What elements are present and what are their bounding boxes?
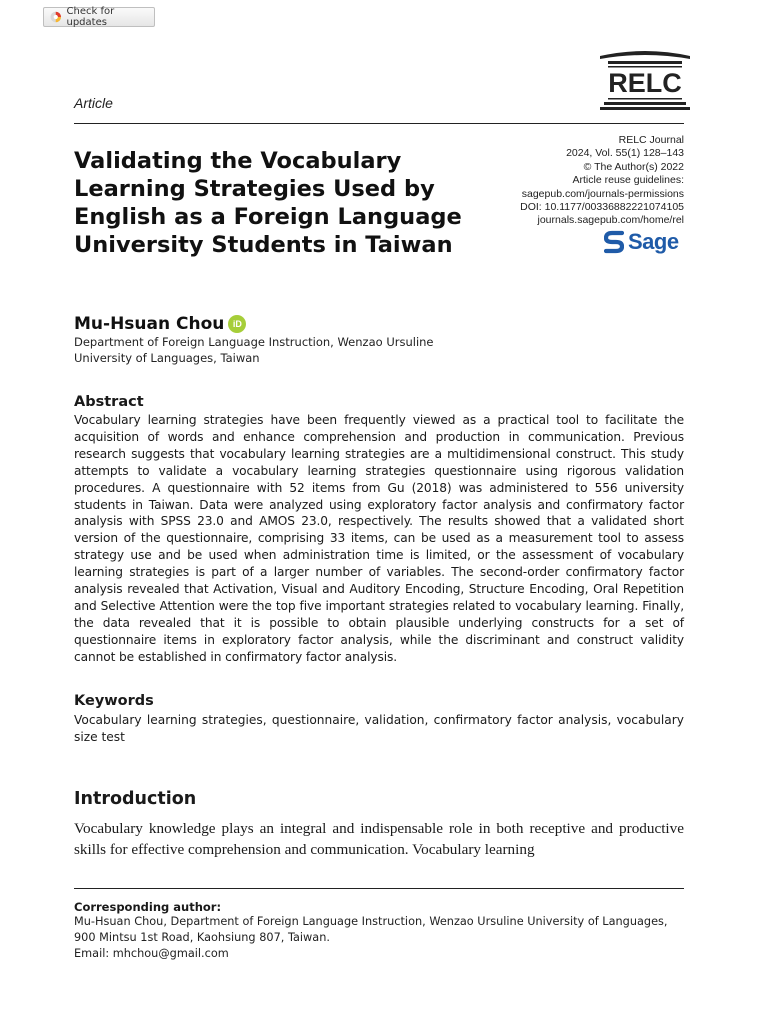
affiliation-line: Department of Foreign Language Instruction, Wenzao Ursuline (74, 335, 434, 349)
header-divider (74, 123, 684, 124)
meta-copyright: © The Author(s) 2022 (583, 160, 684, 173)
abstract-text: Vocabulary learning strategies have been frequently viewed as a practical tool to facilitate the acquisition of words and enhance comprehension and production in communication. Previous research suggests that vocabulary learning strategies are a multidimensional construct. This study attempts to validate a vocabulary learning strategies questionnaire using rigorous validation procedures. A questionnaire with 52 items from Gu (2018) was administered to 556 university students in Taiwan. Data were analyzed using exploratory factor analysis and confirmatory factor analysis with SPSS 23.0 and AMOS 23.0, respectively. The results showed that a validated short version of the questionnaire, comprising 33 items, can be used as a measurement tool to assess strategy use and be used when administration time is limited, or the assessment of vocabulary learning strategies is part of a larger number of variables. The second-order confirmatory factor analysis revealed that Activation, Visual and Auditory Encoding, Structure Encoding, Oral Repetition and Selective Attention were the top five important strategies related to vocabulary learning. Finally, the data revealed that it is possible to obtain plausible underlying constructs for a set of questionnaire items in exploratory factor analysis, while the discriminant and construct validity cannot be established in confirmatory factor analysis. (74, 413, 684, 664)
meta-journal: RELC Journal (618, 134, 684, 146)
footnote-divider (74, 888, 684, 889)
meta-permissions-link[interactable]: sagepub.com/journals-permissions (521, 187, 684, 200)
sage-wordmark: Sage (628, 229, 679, 254)
keywords-heading: Keywords (74, 693, 154, 709)
relc-journal-logo (598, 48, 692, 112)
title-line: English as a Foreign Language (74, 204, 462, 230)
meta-volume: 2024, Vol. 55(1) 128–143 (566, 147, 684, 160)
corresponding-author-details (74, 914, 686, 961)
author-line (74, 314, 246, 334)
crossmark-icon (50, 11, 62, 23)
meta-reuse-label: Article reuse guidelines: (572, 174, 684, 187)
meta-doi[interactable]: DOI: 10.1177/00336882221074105 (520, 201, 684, 214)
author-name: Mu-Hsuan Chou (74, 314, 225, 334)
check-for-updates-label: Check for updates (66, 6, 115, 28)
journal-metadata (520, 134, 684, 228)
corresponding-address: Mu-Hsuan Chou, Department of Foreign Language Instruction, Wenzao Ursuline University of Languages, 900 Mintsu 1st Road, Kaohsiung 807, Taiwan. (74, 915, 668, 944)
title-line: University Students in Taiwan (74, 232, 453, 258)
meta-journal-link[interactable]: journals.sagepub.com/home/rel (537, 214, 684, 227)
relc-logo-text: RELC (608, 68, 682, 98)
affiliation-line: University of Languages, Taiwan (74, 351, 260, 365)
article-title (74, 147, 494, 259)
sage-logo (604, 228, 679, 256)
author-affiliation (74, 334, 434, 366)
title-line: Validating the Vocabulary (74, 148, 402, 174)
orcid-icon[interactable]: iD (228, 315, 246, 333)
article-type-label: Article (74, 95, 113, 111)
keywords-text: Vocabulary learning strategies, questionnaire, validation, confirmatory factor analysis, vocabulary size test (74, 713, 684, 744)
introduction-text: Vocabulary knowledge plays an integral and indispensable role in both receptive and productive skills for effective comprehension and communication. Vocabulary learning (74, 820, 684, 858)
check-for-updates-button[interactable] (43, 7, 155, 27)
title-line: Learning Strategies Used by (74, 176, 435, 202)
corresponding-author-heading: Corresponding author: (74, 900, 222, 914)
introduction-heading: Introduction (74, 789, 197, 809)
abstract-heading: Abstract (74, 394, 144, 410)
sage-s-icon (604, 230, 624, 254)
corresponding-email[interactable]: Email: mhchou@gmail.com (74, 946, 229, 960)
